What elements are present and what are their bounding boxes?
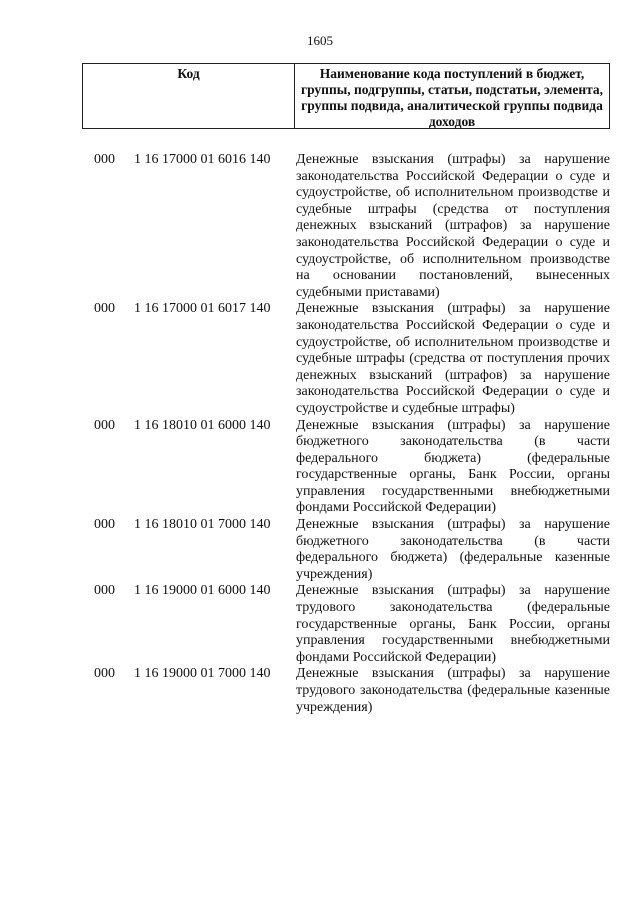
- revenue-code: 1 16 17000 01 6017 140: [134, 301, 271, 317]
- admin-code: 000: [94, 152, 115, 167]
- revenue-code: 1 16 19000 01 7000 140: [134, 666, 271, 682]
- admin-code: 000: [94, 517, 115, 533]
- table-row: [94, 583, 610, 666]
- revenue-name: Денежные взыскания (штрафы) за нарушение бюджетного законодательства (в части федерального бюджета) (федеральные государственные органы, Банк России, органы управления государственными внебюджетными фондами Российской Федерации): [296, 417, 610, 516]
- revenue-name: Денежные взыскания (штрафы) за нарушение законодательства Российской Федерации о суде и судоустройстве, об исполнительном производстве и судебные штрафы (средства от поступления прочих денежных взысканий (штрафов) за нарушение законодательства Российской Федерации о суде и судоустройстве и судебные штрафы): [296, 301, 610, 416]
- page-number: 1605: [307, 33, 333, 48]
- revenue-code: 1 16 17000 01 6016 140: [134, 152, 271, 167]
- admin-code: 000: [94, 666, 115, 682]
- admin-code: 000: [94, 583, 115, 599]
- table-header: [82, 63, 610, 129]
- admin-code: 000: [94, 417, 115, 433]
- revenue-name: Денежные взыскания (штрафы) за нарушение трудового законодательства (федеральные государственные органы, Банк России, органы управления государственными внебюджетными фондами Российской Федерации): [296, 583, 610, 665]
- table-row: [94, 301, 610, 417]
- table-body: [94, 152, 610, 716]
- revenue-name: Денежные взыскания (штрафы) за нарушение законодательства Российской Федерации о суде и судоустройстве, об исполнительном производстве и судебные штрафы (средства от поступления денежных взысканий (штрафов) за нарушение законодательства Российской Федерации о суде и судоустройстве, об исполнительном производстве на основании постановлений, вынесенных судебными приставами): [296, 152, 610, 300]
- revenue-code: 1 16 18010 01 6000 140: [134, 417, 271, 433]
- table-row: [94, 418, 610, 518]
- header-code-label: Код: [83, 64, 295, 128]
- revenue-code: 1 16 18010 01 7000 140: [134, 517, 271, 533]
- admin-code: 000: [94, 301, 115, 317]
- table-row: [94, 152, 610, 301]
- revenue-name: Денежные взыскания (штрафы) за нарушение бюджетного законодательства (в части федерального бюджета) (федеральные казенные учреждения): [296, 517, 610, 582]
- header-name-label: Наименование кода поступлений в бюджет, группы, подгруппы, статьи, подстатьи, элемента, группы подвида, аналитической группы подвида доходов: [300, 66, 604, 129]
- table-row: [94, 666, 610, 716]
- revenue-name: Денежные взыскания (штрафы) за нарушение трудового законодательства (федеральные казенные учреждения): [296, 666, 610, 715]
- revenue-code: 1 16 19000 01 6000 140: [134, 583, 271, 599]
- table-row: [94, 517, 610, 583]
